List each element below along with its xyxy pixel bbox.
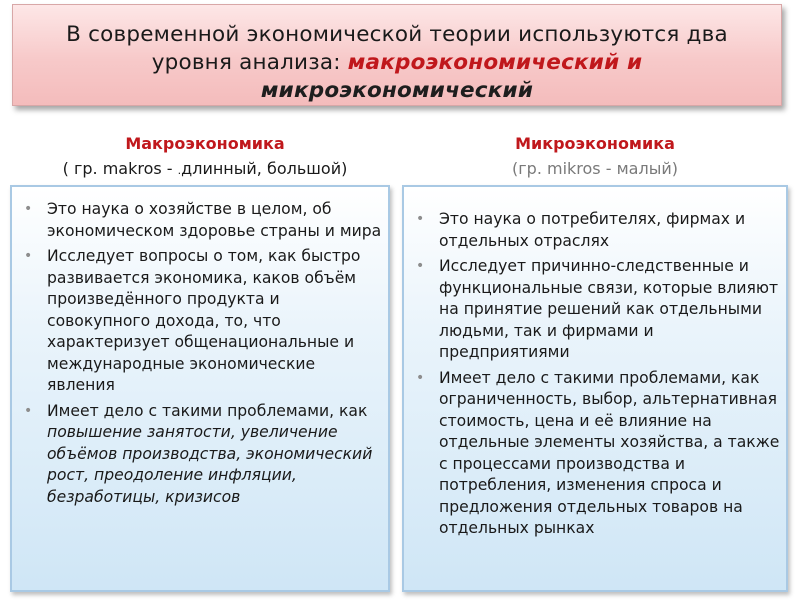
bullet-icon: • [24,201,33,217]
bullet-icon: • [24,402,33,419]
macro-etymology-end: длинный, большой) [181,159,348,178]
title-accent-macro: макроэкономический и [347,50,643,75]
list-item-text: Это наука о хозяйстве в целом, об экономическом здоровье страны и мира [47,200,382,240]
macro-heading: Макроэкономика [125,134,285,153]
bullet-icon: • [416,258,425,274]
macro-etymology-start: ( гр. makros - [62,159,178,178]
title-accent-micro: микроэкономический [260,78,534,103]
list-item-text: Это наука о потребителях, фирмах и отдельных отраслях [439,210,746,250]
list-item [12,246,388,397]
list-item [404,209,786,252]
title-line-1: В современной экономической теории используются два [66,22,728,47]
title-line-2-text: уровня анализа: [151,50,348,75]
list-item [12,401,388,509]
list-item-text: Исследует вопросы о том, как быстро развивается экономика, каков объём произведённого продукта и совокупного дохода, то, что характеризует общенациональные и международные экономические явления [47,247,361,394]
macro-panel [10,185,390,592]
list-item [404,368,786,540]
micro-panel [402,185,788,592]
macro-etymology [20,156,390,183]
title-banner [12,4,782,106]
title-line-3 [13,77,781,105]
micro-list [404,209,786,544]
micro-heading: Микроэкономика [515,134,675,153]
bullet-icon: • [416,369,425,386]
macro-etymology-dot: . [177,164,182,177]
macro-header [20,131,390,183]
list-item-italic-text: повышение занятости, увеличение объёмов производства, экономический рост, преодоление инфляции, безработицы, кризисов [47,423,373,506]
bullet-icon: • [24,248,33,264]
macro-list [12,199,388,512]
bullet-icon: • [416,211,425,227]
list-item-text: Исследует причинно-следственные и функциональные связи, которые влияют на принятие решений как отдельными людьми, так и фирмами и предприятиями [439,257,779,361]
list-item-text: Имеет дело с такими проблемами, как ограниченность, выбор, альтернативная стоимость, цена и её влияние на отдельные элементы хозяйства, а также с процессами производства и потребления, изменения спроса и предложения отдельных товаров на отдельных рынках [439,368,780,537]
list-item [404,256,786,364]
list-item-text: Имеет дело с такими проблемами, как [47,401,368,420]
micro-etymology: (гр. mikros - малый) [512,159,678,178]
list-item [12,199,388,242]
micro-header [400,131,790,181]
title-line-2 [13,49,781,77]
